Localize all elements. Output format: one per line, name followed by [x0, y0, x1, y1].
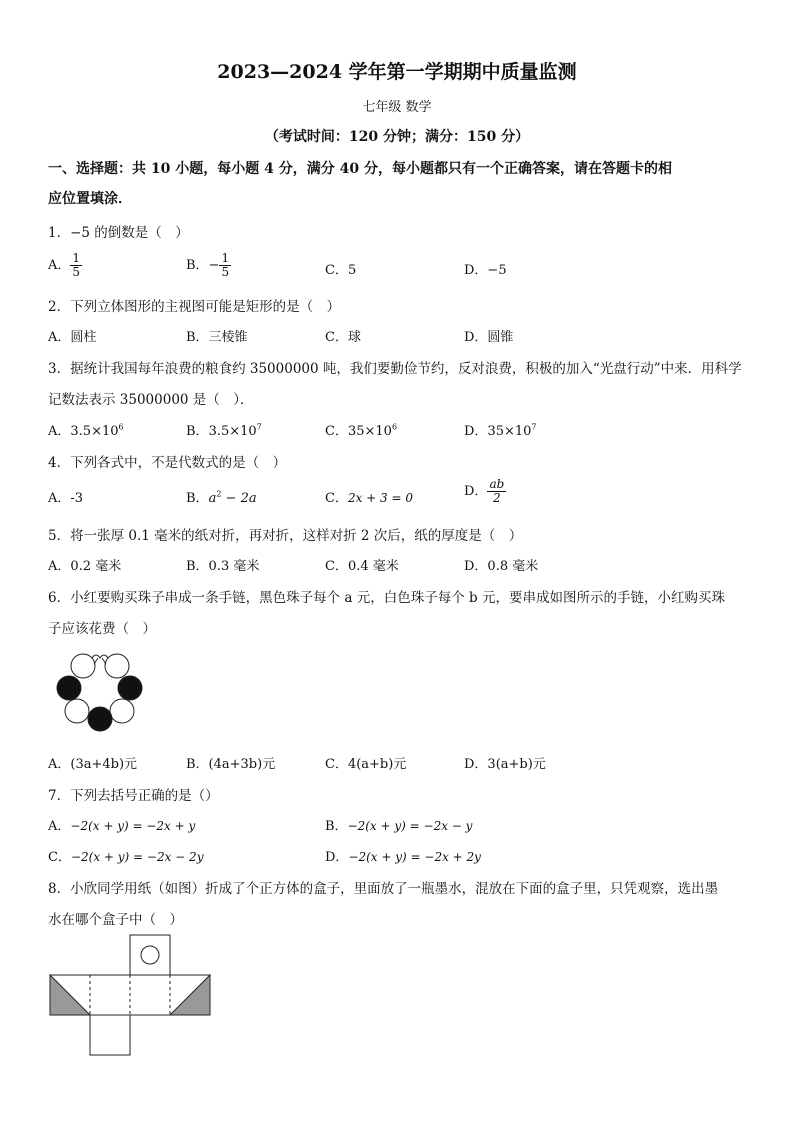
q3-option-a: A．$3.5\times 10^6$ — [48, 422, 124, 439]
q6-option-a: A．(3a+4b)元 — [48, 757, 138, 772]
q2-option-a: A．圆柱 — [48, 330, 97, 345]
q5-option-c: C．0.4 毫米 — [325, 559, 399, 574]
q3-option-c: C．$35\times 10^6$ — [325, 422, 398, 439]
q3-text-line1: 3．据统计我国每年浪费的粮食约 35000000 吨，我们要勤俭节约，反对浪费，积极的加入“光盘行动”中来．用科学 — [48, 361, 742, 377]
q4-option-c: C．2x + 3 = 0 — [325, 491, 413, 506]
q2-option-b: B．三棱锥 — [186, 330, 248, 345]
q3-option-b: B．$3.5\times 10^7$ — [186, 422, 262, 439]
exam-subtitle: 七年级 数学 — [362, 100, 432, 115]
q5-text: 5．将一张厚 0.1 毫米的纸对折，再对折，这样对折 2 次后，纸的厚度是（ ） — [48, 528, 523, 544]
q3-text-line2: 记数法表示 35000000 是（ ）． — [48, 392, 254, 408]
q3-option-d: D．$35\times 10^7$ — [464, 422, 537, 439]
q8-text-line1: 8．小欣同学用纸（如图）折成了个正方体的盒子，里面放了一瓶墨水，混放在下面的盒子里，只凭观察，选出墨 — [48, 881, 719, 897]
q5-option-d: D．0.8 毫米 — [464, 559, 539, 574]
exam-info: （考试时间：120 分钟；满分：150 分） — [264, 129, 530, 145]
q8-text-line2: 水在哪个盒子中（ ） — [48, 912, 183, 928]
q5-option-a: A．0.2 毫米 — [48, 559, 122, 574]
q1-option-b: B．− $\frac{1}{5}$ — [186, 251, 230, 279]
q7-option-c: C．−2(x + y) = −2x − 2y — [48, 850, 204, 865]
q7-option-a: A．−2(x + y) = −2x + y — [48, 819, 196, 834]
cube-net-figure — [48, 934, 212, 1056]
q4-option-a: A．-3 — [48, 491, 84, 506]
section-heading-line2: 应位置填涂． — [48, 191, 132, 207]
q1-text: 1．−5 的倒数是（ ） — [48, 225, 189, 241]
exam-title: 2023—2024 学年第一学期期中质量监测 — [217, 61, 577, 83]
q2-option-d: D．圆锥 — [464, 330, 514, 345]
q2-option-c: C．球 — [325, 330, 361, 345]
q6-text-line1: 6．小红要购买珠子串成一条手链，黑色珠子每个 a 元，白色珠子每个 b 元，要串成如图所示的手链，小红购买珠 — [48, 590, 725, 606]
q7-text: 7．下列去括号正确的是（） — [48, 788, 219, 804]
section-heading-line1: 一、选择题：共 10 小题，每小题 4 分，满分 40 分，每小题都只有一个正确答案，请在答题卡的相 — [48, 161, 672, 177]
q6-option-d: D．3(a+b)元 — [464, 757, 546, 772]
q4-option-b: B．$a^2 - 2a$ — [186, 489, 257, 506]
q6-option-c: C．4(a+b)元 — [325, 757, 407, 772]
q6-option-b: B．(4a+3b)元 — [186, 757, 276, 772]
q1-option-c: C．5 — [325, 263, 357, 278]
q5-option-b: B．0.3 毫米 — [186, 559, 260, 574]
q1-option-d: D．−5 — [464, 263, 507, 278]
q2-text: 2．下列立体图形的主视图可能是矩形的是（ ） — [48, 299, 341, 315]
q4-option-d: D． $\frac{ab}{2}$ — [464, 477, 505, 505]
q4-text: 4．下列各式中，不是代数式的是（ ） — [48, 455, 287, 471]
bracelet-figure — [52, 648, 146, 736]
q7-option-b: B．−2(x + y) = −2x − y — [325, 819, 473, 834]
q7-option-d: D．−2(x + y) = −2x + 2y — [325, 850, 481, 865]
q1-option-a: A． $\frac{1}{5}$ — [48, 251, 81, 279]
q6-text-line2: 子应该花费（ ） — [48, 621, 156, 637]
